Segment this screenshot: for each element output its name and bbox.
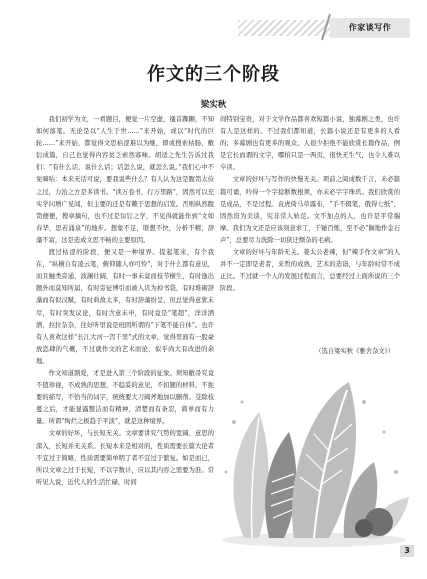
paragraph: 文章的好坏与写作的快慢无关。项前之阅成数千言，未必篇篇可诵，吟得一个字捻断数根须，亦未必字字珠玑。我们欣赏的是成品，不是过程。袁虎倚马草露布，“手不辍笔，俄得七纸”，固然资为美谈，究非常人轨范。文不加点的人，也许是平常揣摩。我们为文还是应该刻意求工，千锤百炼，至不必“搁地作金石声”，总要尽力洗除一切狭迂颓杂的毛病。 [220, 176, 400, 244]
page-number: 3 [400, 545, 414, 557]
header-band [0, 0, 427, 44]
article-title: 作文的三个阶段 [147, 64, 280, 85]
source-citation: （选自梁实秋《雅舍杂文》） [315, 348, 394, 355]
article-author: 梁实秋 [200, 100, 227, 110]
paragraph: 文章的好坏与年龄无关。姜太公老辣，但“辣手作文章”的人并不一定即是老者，来皙的成熟，艺术的造诣，与年龄时常不成正比。不过就一个人的发展过程而言，总要经过上面所说的三个阶段。 [220, 249, 400, 293]
left-column [36, 114, 214, 564]
paragraph: 作文知道割爱，才是进入第三个阶段的征象。须知敝帚究竟不值珍视，不成熟的思想，不稳妥的意见，不扣题的材料，不扼要的描写，不恰当的词字，统统要大刀阔斧地加以删削。芟除枝蔓之后，才能显露整洁而有精神，清楚而有条忍，简单而有力量。所谓“绚烂之极趋于平淡”，就是这种境界。 [36, 369, 214, 426]
paragraph: 文章的好坏，与长短无关。文章要讲究气势的宽阔、意思的深入，长短并无关系。长短本来是相对的，性质需要长篇大论者不宜过于简略，性质需要简单明了者不宜过于繁复。如是而已，所以文章之过于长短，不以字数计，应以其内容之需要为准。常听见人说，近代人的生活忙碌，时间 [36, 430, 214, 486]
paragraph: 渡过枯涩的阶段，便又是一种境界。提起笔来，有个我在，“纵横自有凌云笔，俯仰随人亦可怜”，对于什么都有意见，而且触类旁通，波澜壮阔，有时一事未竟而枝节横生，有时逸出题外而莫知所届，有时旁征博引而被人讥为掉书袋，有时堆砌辞藻而有似汉赋，有时典故太多，有时辞藻纷呈，但总觉得意犹未尽，有时突发议论，有时含意未申，有时竟是“笔超”，洋洋洒洒，拉拉杂杂，往好听里说是班固所谓的“下笔不能自休”。也许有人喜欢这样“长江大河一泻千里”式的文章，觉得里面有一股豪放恣肆的气概，不过就作文的艺术而论，似乎尚大有改进的余地。 [36, 249, 214, 365]
paragraph: 我们初学为文，一看题目，便觉一片空虚，搔首踟蹰，不知如何落笔。无论是以“人生于世……”来开始，或以“时代的巨轮……”来开始，都觉得文思枯涩难以为继，即或搜索枯肠，敷衍成篇，自己也觉得内容贫乏索然寡味。胡适之先生告诉过我们：“有什么话，说什么话；话怎么说，就怎么说。”我们心中不免嘀咕：本来无话可说，要我说些什么？有人认为这是腹笥太俭之过，力治之方是多读书。“读万卷书，行万里路”，固然可以充实学问增广见闻，但主要的还是有赖于思想的启发。否则纵然腹笥便便，搜章摘句，也不过是饾饤之学，不见得就能作到“文如春华，思若涌泉”的地步。想象不足，联想不快，分析不精，辞藻不富，这是造成文思不畅的主要原因。 [36, 116, 214, 244]
plants-illustration [214, 362, 414, 548]
paragraph-continuation: 间特别宝贵，对于文学作品都喜欢短篇小说，独幕剧之类，也许有人是这样的。不过我们都知道，长篇小说还是有更多的人看的；多幕剧也有更多的观众。人很少拒绝不能欣赏长篇作品，例是它长而谓的文字，哪怕只是一两页，很快无生气，也令人难以卒读。 [220, 116, 400, 172]
section-tag: 作家谈写作 [330, 18, 410, 38]
right-column [220, 114, 400, 344]
